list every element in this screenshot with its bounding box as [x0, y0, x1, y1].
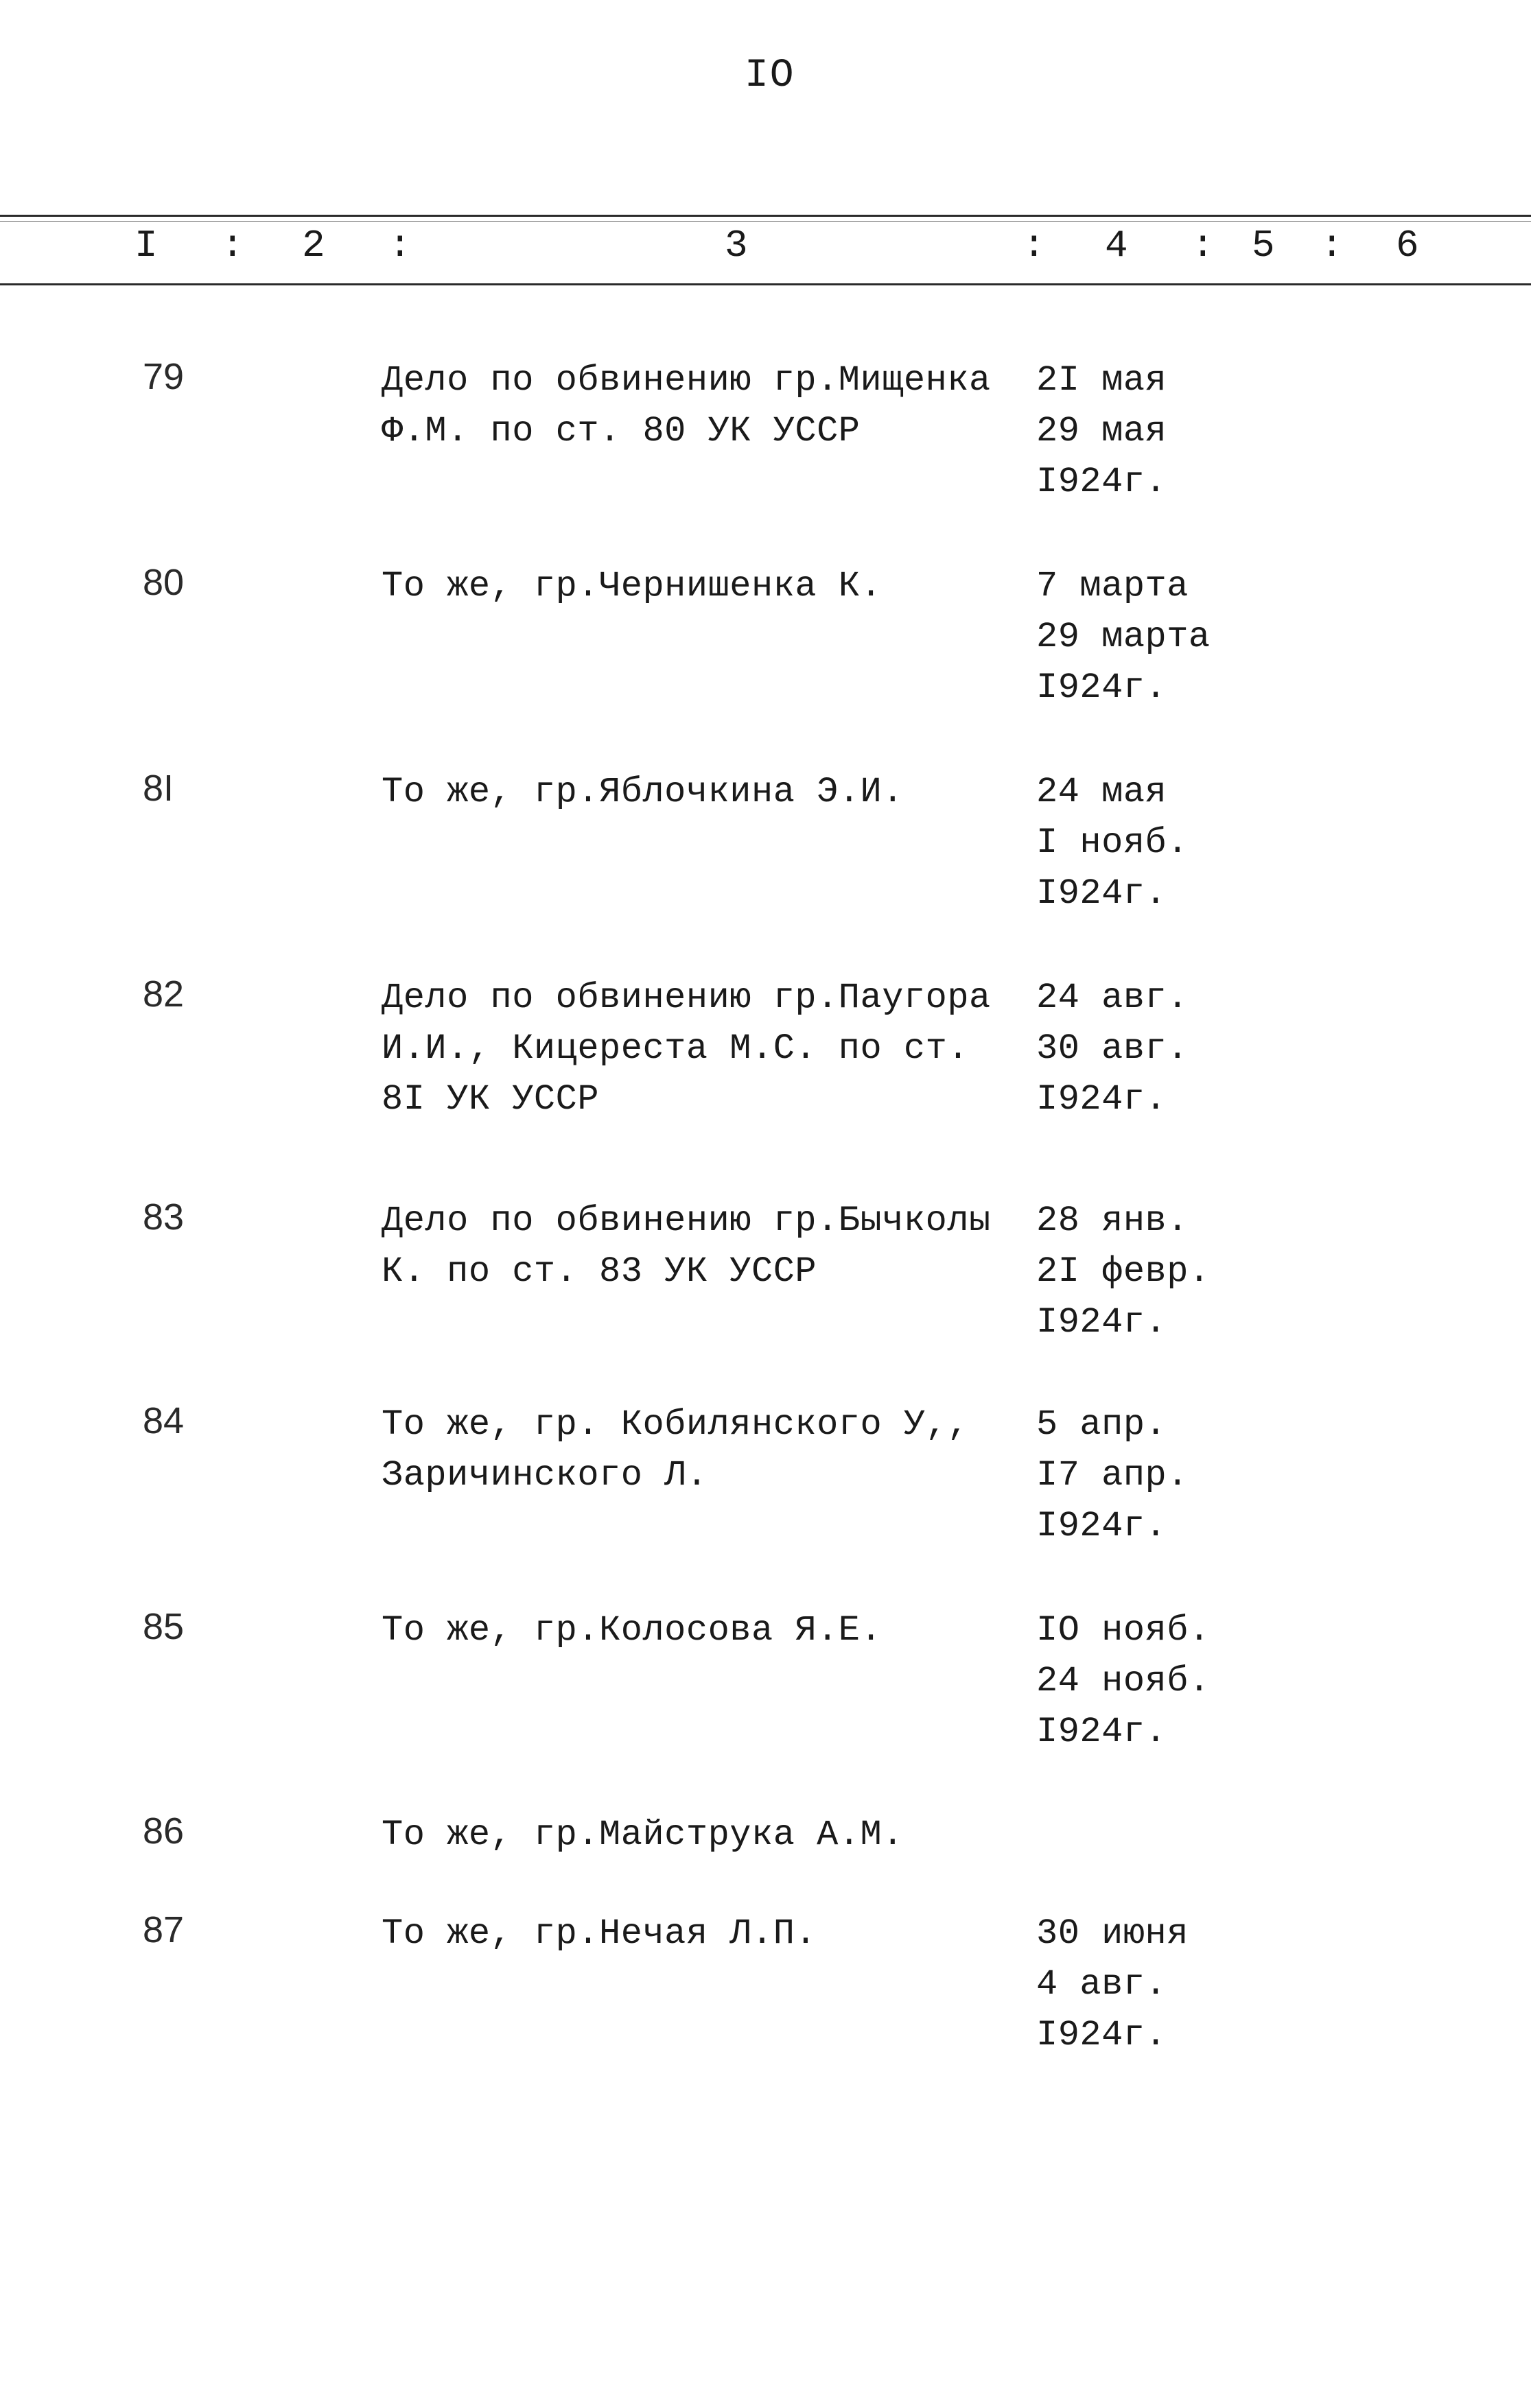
- year: I924г.: [1036, 1079, 1167, 1120]
- year: I924г.: [1036, 668, 1167, 708]
- end-date: 2I февр.: [1036, 1251, 1211, 1292]
- entry-number: 82: [143, 973, 185, 1015]
- entry-number: 84: [143, 1400, 185, 1441]
- entry-dates: [1036, 1196, 1324, 1348]
- entry-title: То же, гр. Кобилянского У,, Заричинского Л.: [382, 1404, 970, 1496]
- start-date: 2I мая: [1036, 360, 1167, 401]
- column-separator: :: [388, 224, 412, 268]
- year: I924г.: [1036, 1506, 1167, 1546]
- start-date: 5 апр.: [1036, 1404, 1167, 1445]
- entry-dates: [1036, 561, 1324, 713]
- year: I924г.: [1036, 462, 1167, 502]
- start-date: 24 авг.: [1036, 978, 1189, 1018]
- year: I924г.: [1036, 873, 1167, 914]
- entry-title: Дело по обвинению гр.Бычколы К. по ст. 83 УК УССР: [382, 1201, 991, 1292]
- page-number: IO: [745, 54, 795, 98]
- entry-number: 80: [143, 562, 185, 603]
- entry-number: 85: [143, 1606, 185, 1647]
- entry-dates: [1036, 767, 1324, 919]
- end-date: 24 нояб.: [1036, 1661, 1211, 1701]
- entry-title: То же, гр.Нечая Л.П.: [382, 1913, 817, 1954]
- entry-title: Дело по обвинению гр.Мищенка Ф.М. по ст. 80 УК УССР: [382, 360, 991, 451]
- entry-dates: [1036, 355, 1324, 508]
- end-date: I нояб.: [1036, 823, 1189, 863]
- end-date: 4 авг.: [1036, 1964, 1167, 2005]
- column-separator: :: [1191, 224, 1215, 268]
- year: I924г.: [1036, 2015, 1167, 2055]
- header-top-rule: [0, 215, 1531, 217]
- start-date: IO нояб.: [1036, 1610, 1211, 1651]
- entry-dates: [1036, 1400, 1324, 1552]
- column-header-6: 6: [1396, 224, 1419, 268]
- start-date: 7 марта: [1036, 566, 1189, 606]
- start-date: 28 янв.: [1036, 1201, 1189, 1241]
- column-separator: :: [1022, 224, 1046, 268]
- end-date: 30 авг.: [1036, 1028, 1189, 1069]
- entry-number: 8I: [143, 768, 174, 809]
- entry-title: Дело по обвинению гр.Паугора И.И., Кицереста М.С. по ст. 8I УК УССР: [382, 978, 991, 1120]
- entry-title: То же, гр.Чернишенка К.: [382, 566, 883, 606]
- column-header-2: 2: [302, 224, 325, 268]
- entry-number: 83: [143, 1196, 185, 1238]
- year: I924г.: [1036, 1302, 1167, 1343]
- entry-dates: [1036, 973, 1324, 1125]
- entry-number: 79: [143, 356, 185, 397]
- start-date: 24 мая: [1036, 772, 1167, 812]
- start-date: 30 июня: [1036, 1913, 1189, 1954]
- column-header-4: 4: [1105, 224, 1128, 268]
- column-header-1: I: [135, 224, 158, 268]
- end-date: I7 апр.: [1036, 1455, 1189, 1496]
- entry-title: То же, гр.Колосова Я.Е.: [382, 1610, 883, 1651]
- end-date: 29 мая: [1036, 411, 1167, 451]
- entry-dates: [1036, 1909, 1324, 2061]
- header-bottom-rule: [0, 283, 1531, 285]
- entry-number: 87: [143, 1909, 185, 1950]
- header-top-rule-thin: [0, 221, 1531, 222]
- end-date: 29 марта: [1036, 617, 1211, 657]
- entry-title: То же, гр.Майструка А.М.: [382, 1815, 904, 1855]
- year: I924г.: [1036, 1712, 1167, 1752]
- column-separator: :: [221, 224, 244, 268]
- column-header-3: 3: [725, 224, 748, 268]
- column-separator: :: [1320, 224, 1344, 268]
- entry-title: То же, гр.Яблочкина Э.И.: [382, 772, 904, 812]
- entry-dates: [1036, 1605, 1324, 1758]
- column-header-5: 5: [1252, 224, 1275, 268]
- entry-number: 86: [143, 1810, 185, 1852]
